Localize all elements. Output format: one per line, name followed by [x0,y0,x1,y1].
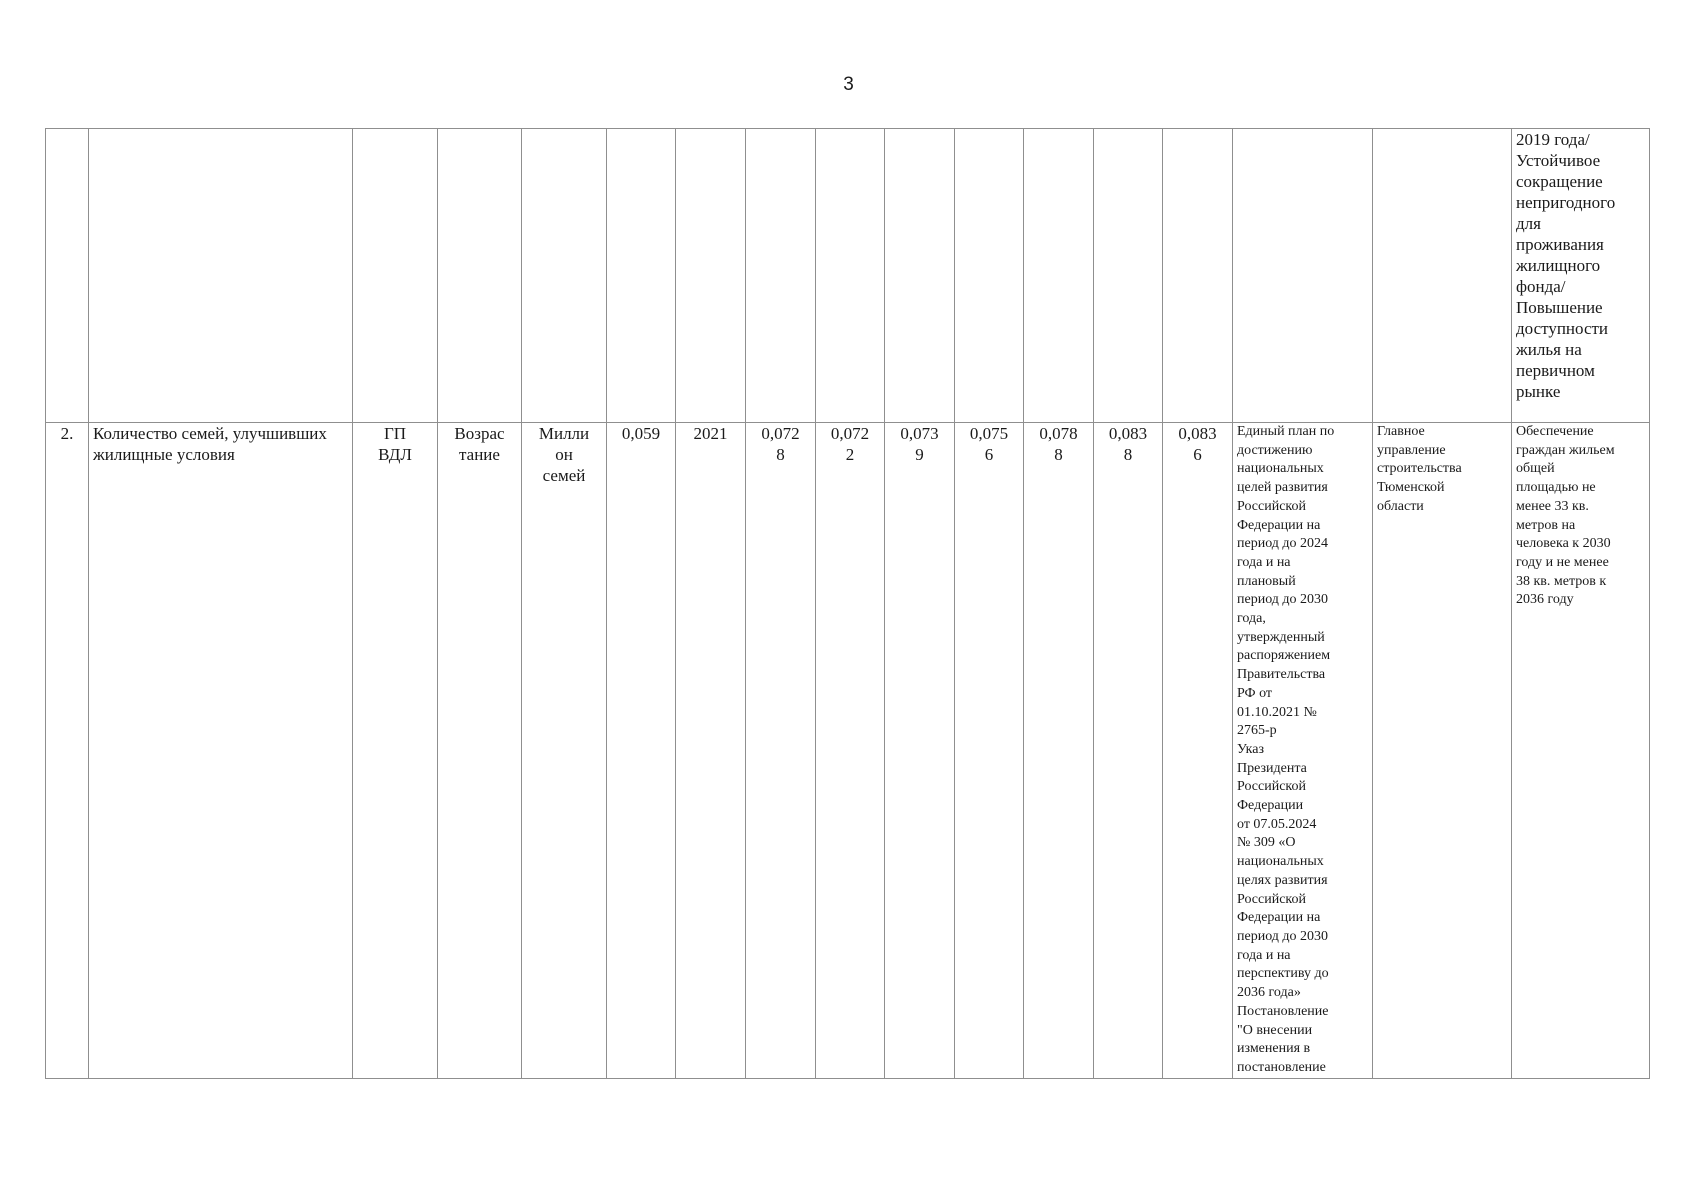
value-cell: 0,072 2 [816,423,885,1079]
table-cell [676,129,746,423]
responsible-cell: Главное управление строительства Тюменской области [1373,423,1512,1079]
page-number: 3 [843,74,854,95]
level-cell: ГП ВДЛ [353,423,438,1079]
table-cell [1094,129,1163,423]
base-year-cell: 2021 [676,423,746,1079]
trend-cell: Возрас тание [438,423,522,1079]
table-cell [89,129,353,423]
indicator-name-cell: Количество семей, улучшивших жилищные условия [89,423,353,1079]
outcomes-cell: 2019 года/ Устойчивое сокращение непригодного для проживания жилищного фонда/ Повышение доступности жилья на первичном рынке [1512,129,1650,423]
documents-cell: Единый план по достижению национальных целей развития Российской Федерации на период до 2024 года и на плановый период до 2030 года, утвержденный распоряжением Правительства РФ от 01.10.2021 № 2765-р Указ Президента Российской Федерации от 07.05.2024 № 309 «О национальных целях развития Российской Федерации на период до 2030 года и на перспективу до 2036 года» Постановление "О внесении изменения в постановление [1233,423,1373,1079]
value-cell: 0,083 8 [1094,423,1163,1079]
table-cell [607,129,676,423]
base-value-cell: 0,059 [607,423,676,1079]
table-cell [1233,129,1373,423]
value-cell: 0,073 9 [885,423,955,1079]
table-cell [746,129,816,423]
value-cell: 0,075 6 [955,423,1024,1079]
table-cell [1373,129,1512,423]
value-cell: 0,072 8 [746,423,816,1079]
table-row [46,423,1650,1079]
row-number-cell: 2. [46,423,89,1079]
unit-cell: Милли он семей [522,423,607,1079]
value-cell: 0,078 8 [1024,423,1094,1079]
table-cell [353,129,438,423]
table-row [46,129,1650,423]
goal-cell: Обеспечение граждан жильем общей площадью не менее 33 кв. метров на человека к 2030 году и не менее 38 кв. метров к 2036 году [1512,423,1650,1079]
table-cell [522,129,607,423]
table-cell [1163,129,1233,423]
table-cell [885,129,955,423]
value-cell: 0,083 6 [1163,423,1233,1079]
table-cell [955,129,1024,423]
table-cell [1024,129,1094,423]
indicators-table [45,128,1650,1079]
table-cell [816,129,885,423]
table-cell [46,129,89,423]
table-cell [438,129,522,423]
